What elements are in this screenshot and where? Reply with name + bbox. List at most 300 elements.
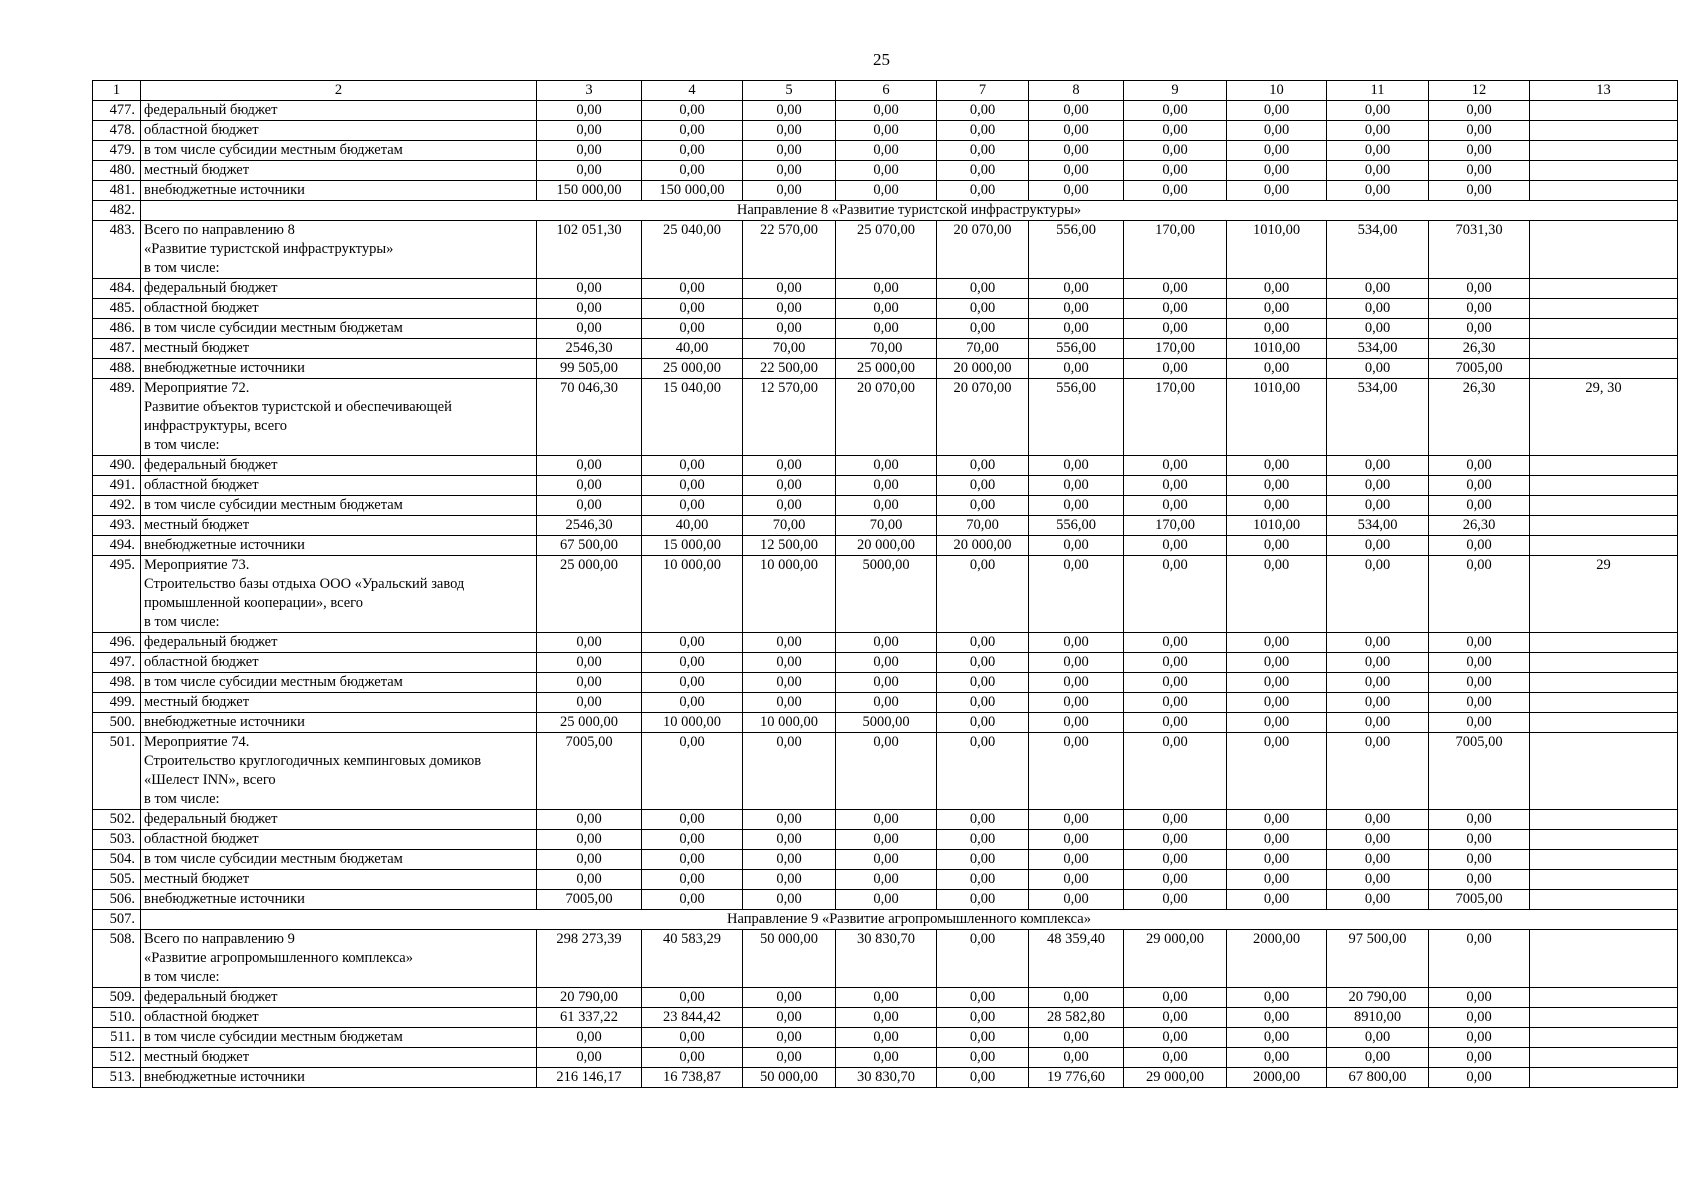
value-cell: 0,00 — [642, 810, 743, 830]
value-cell: 0,00 — [1429, 673, 1530, 693]
value-cell: 0,00 — [937, 733, 1029, 810]
row-number: 496. — [93, 633, 141, 653]
table-row — [93, 456, 1678, 476]
value-cell: 20 790,00 — [537, 988, 642, 1008]
value-cell: 25 000,00 — [537, 556, 642, 633]
table-row — [93, 890, 1678, 910]
value-cell: 0,00 — [1327, 496, 1429, 516]
value-cell: 0,00 — [1124, 633, 1227, 653]
value-cell: 0,00 — [836, 161, 937, 181]
value-cell: 50 000,00 — [743, 930, 836, 988]
column-header: 9 — [1124, 81, 1227, 101]
value-cell: 0,00 — [743, 101, 836, 121]
value-cell: 0,00 — [743, 279, 836, 299]
note-cell — [1530, 299, 1678, 319]
table-row — [93, 693, 1678, 713]
note-cell — [1530, 930, 1678, 988]
value-cell: 0,00 — [1429, 653, 1530, 673]
note-cell — [1530, 456, 1678, 476]
value-cell: 0,00 — [1429, 1008, 1530, 1028]
value-cell: 150 000,00 — [537, 181, 642, 201]
value-cell: 15 000,00 — [642, 536, 743, 556]
section-title: Направление 9 «Развитие агропромышленного комплекса» — [141, 910, 1678, 930]
value-cell: 0,00 — [743, 1008, 836, 1028]
value-cell: 12 570,00 — [743, 379, 836, 456]
value-cell: 0,00 — [743, 733, 836, 810]
table-row — [93, 476, 1678, 496]
table-row — [93, 121, 1678, 141]
value-cell: 10 000,00 — [642, 713, 743, 733]
table-row — [93, 536, 1678, 556]
value-cell: 0,00 — [836, 988, 937, 1008]
value-cell: 534,00 — [1327, 516, 1429, 536]
value-cell: 7005,00 — [537, 733, 642, 810]
value-cell: 0,00 — [537, 121, 642, 141]
value-cell: 0,00 — [1029, 810, 1124, 830]
value-cell: 0,00 — [1029, 556, 1124, 633]
value-cell: 25 000,00 — [537, 713, 642, 733]
value-cell: 0,00 — [537, 693, 642, 713]
column-header: 7 — [937, 81, 1029, 101]
value-cell: 0,00 — [642, 299, 743, 319]
row-number: 503. — [93, 830, 141, 850]
value-cell: 7005,00 — [1429, 733, 1530, 810]
row-number: 491. — [93, 476, 141, 496]
value-cell: 0,00 — [1429, 319, 1530, 339]
value-cell: 0,00 — [1029, 713, 1124, 733]
row-label: в том числе субсидии местным бюджетам — [141, 850, 537, 870]
value-cell: 0,00 — [1327, 653, 1429, 673]
value-cell: 0,00 — [1429, 161, 1530, 181]
row-number: 485. — [93, 299, 141, 319]
value-cell: 0,00 — [642, 653, 743, 673]
value-cell: 99 505,00 — [537, 359, 642, 379]
value-cell: 0,00 — [937, 633, 1029, 653]
value-cell: 0,00 — [1429, 693, 1530, 713]
row-number: 512. — [93, 1048, 141, 1068]
value-cell: 0,00 — [537, 850, 642, 870]
value-cell: 0,00 — [836, 693, 937, 713]
value-cell: 0,00 — [1227, 456, 1327, 476]
value-cell: 0,00 — [537, 1028, 642, 1048]
table-header-row — [93, 81, 1678, 101]
value-cell: 0,00 — [1227, 141, 1327, 161]
value-cell: 0,00 — [1327, 810, 1429, 830]
section-row — [93, 910, 1678, 930]
value-cell: 0,00 — [537, 319, 642, 339]
value-cell: 0,00 — [537, 456, 642, 476]
note-cell — [1530, 830, 1678, 850]
value-cell: 0,00 — [1029, 673, 1124, 693]
value-cell: 0,00 — [1124, 121, 1227, 141]
value-cell: 0,00 — [743, 496, 836, 516]
value-cell: 0,00 — [1029, 161, 1124, 181]
row-number: 490. — [93, 456, 141, 476]
value-cell: 534,00 — [1327, 221, 1429, 279]
note-cell: 29 — [1530, 556, 1678, 633]
note-cell — [1530, 496, 1678, 516]
value-cell: 0,00 — [1029, 653, 1124, 673]
value-cell: 22 500,00 — [743, 359, 836, 379]
value-cell: 0,00 — [1227, 101, 1327, 121]
row-label: в том числе субсидии местным бюджетам — [141, 141, 537, 161]
row-label: внебюджетные источники — [141, 359, 537, 379]
value-cell: 0,00 — [1124, 653, 1227, 673]
section-row — [93, 201, 1678, 221]
table-row — [93, 1048, 1678, 1068]
value-cell: 0,00 — [1124, 319, 1227, 339]
row-label: в том числе субсидии местным бюджетам — [141, 673, 537, 693]
value-cell: 0,00 — [1227, 496, 1327, 516]
table-row — [93, 1008, 1678, 1028]
value-cell: 556,00 — [1029, 339, 1124, 359]
row-label: федеральный бюджет — [141, 456, 537, 476]
value-cell: 10 000,00 — [642, 556, 743, 633]
table-row — [93, 379, 1678, 456]
value-cell: 5000,00 — [836, 556, 937, 633]
row-number: 497. — [93, 653, 141, 673]
value-cell: 7031,30 — [1429, 221, 1530, 279]
value-cell: 0,00 — [1429, 810, 1530, 830]
value-cell: 0,00 — [836, 653, 937, 673]
value-cell: 0,00 — [537, 673, 642, 693]
value-cell: 0,00 — [642, 633, 743, 653]
value-cell: 70,00 — [836, 339, 937, 359]
value-cell: 22 570,00 — [743, 221, 836, 279]
value-cell: 0,00 — [937, 850, 1029, 870]
value-cell: 70,00 — [836, 516, 937, 536]
row-number: 477. — [93, 101, 141, 121]
value-cell: 0,00 — [937, 319, 1029, 339]
value-cell: 0,00 — [1227, 476, 1327, 496]
value-cell: 0,00 — [1227, 536, 1327, 556]
page-number: 25 — [873, 50, 890, 69]
value-cell: 170,00 — [1124, 221, 1227, 279]
column-header: 8 — [1029, 81, 1124, 101]
value-cell: 20 000,00 — [937, 359, 1029, 379]
value-cell: 0,00 — [1029, 693, 1124, 713]
row-number: 511. — [93, 1028, 141, 1048]
value-cell: 0,00 — [1029, 319, 1124, 339]
value-cell: 0,00 — [642, 850, 743, 870]
value-cell: 0,00 — [836, 673, 937, 693]
value-cell: 0,00 — [642, 673, 743, 693]
note-cell — [1530, 161, 1678, 181]
value-cell: 0,00 — [937, 890, 1029, 910]
note-cell — [1530, 810, 1678, 830]
row-number: 513. — [93, 1068, 141, 1088]
value-cell: 0,00 — [937, 299, 1029, 319]
row-label: местный бюджет — [141, 339, 537, 359]
value-cell: 0,00 — [1327, 101, 1429, 121]
value-cell: 0,00 — [836, 1048, 937, 1068]
value-cell: 0,00 — [1124, 476, 1227, 496]
note-cell — [1530, 181, 1678, 201]
value-cell: 0,00 — [1029, 279, 1124, 299]
value-cell: 0,00 — [937, 181, 1029, 201]
value-cell: 10 000,00 — [743, 713, 836, 733]
value-cell: 0,00 — [937, 810, 1029, 830]
value-cell: 0,00 — [537, 101, 642, 121]
value-cell: 26,30 — [1429, 339, 1530, 359]
value-cell: 0,00 — [642, 1028, 743, 1048]
value-cell: 170,00 — [1124, 516, 1227, 536]
value-cell: 0,00 — [743, 141, 836, 161]
value-cell: 61 337,22 — [537, 1008, 642, 1028]
value-cell: 0,00 — [1429, 496, 1530, 516]
row-number: 507. — [93, 910, 141, 930]
value-cell: 0,00 — [1429, 850, 1530, 870]
row-label: областной бюджет — [141, 830, 537, 850]
column-header: 3 — [537, 81, 642, 101]
note-cell — [1530, 221, 1678, 279]
value-cell: 556,00 — [1029, 379, 1124, 456]
value-cell: 16 738,87 — [642, 1068, 743, 1088]
value-cell: 0,00 — [1124, 810, 1227, 830]
value-cell: 0,00 — [937, 476, 1029, 496]
value-cell: 0,00 — [642, 870, 743, 890]
section-title: Направление 8 «Развитие туристской инфраструктуры» — [141, 201, 1678, 221]
value-cell: 0,00 — [1124, 733, 1227, 810]
value-cell: 0,00 — [937, 830, 1029, 850]
value-cell: 0,00 — [642, 141, 743, 161]
value-cell: 0,00 — [1429, 101, 1530, 121]
value-cell: 0,00 — [937, 673, 1029, 693]
note-cell — [1530, 1028, 1678, 1048]
value-cell: 0,00 — [743, 633, 836, 653]
table-row — [93, 496, 1678, 516]
value-cell: 40 583,29 — [642, 930, 743, 988]
note-cell — [1530, 121, 1678, 141]
value-cell: 0,00 — [1327, 359, 1429, 379]
value-cell: 0,00 — [743, 299, 836, 319]
row-label: федеральный бюджет — [141, 101, 537, 121]
value-cell: 0,00 — [1327, 870, 1429, 890]
value-cell: 2000,00 — [1227, 930, 1327, 988]
row-number: 501. — [93, 733, 141, 810]
value-cell: 0,00 — [1029, 890, 1124, 910]
value-cell: 0,00 — [743, 121, 836, 141]
row-label: внебюджетные источники — [141, 1068, 537, 1088]
value-cell: 0,00 — [743, 476, 836, 496]
column-header: 11 — [1327, 81, 1429, 101]
value-cell: 0,00 — [836, 890, 937, 910]
row-number: 493. — [93, 516, 141, 536]
row-number: 486. — [93, 319, 141, 339]
row-number: 499. — [93, 693, 141, 713]
value-cell: 0,00 — [1227, 181, 1327, 201]
value-cell: 0,00 — [1029, 870, 1124, 890]
value-cell: 0,00 — [937, 496, 1029, 516]
table-row — [93, 673, 1678, 693]
value-cell: 0,00 — [1327, 890, 1429, 910]
value-cell: 0,00 — [836, 1028, 937, 1048]
value-cell: 0,00 — [1227, 556, 1327, 633]
value-cell: 0,00 — [1124, 1008, 1227, 1028]
value-cell: 20 070,00 — [937, 221, 1029, 279]
value-cell: 0,00 — [743, 319, 836, 339]
value-cell: 0,00 — [1327, 556, 1429, 633]
value-cell: 0,00 — [743, 850, 836, 870]
note-cell — [1530, 536, 1678, 556]
value-cell: 0,00 — [1327, 673, 1429, 693]
value-cell: 0,00 — [1029, 850, 1124, 870]
value-cell: 0,00 — [1327, 121, 1429, 141]
table-row — [93, 339, 1678, 359]
table-row — [93, 161, 1678, 181]
value-cell: 0,00 — [1429, 536, 1530, 556]
value-cell: 12 500,00 — [743, 536, 836, 556]
row-label: местный бюджет — [141, 693, 537, 713]
value-cell: 0,00 — [642, 456, 743, 476]
row-label: внебюджетные источники — [141, 713, 537, 733]
value-cell: 0,00 — [1429, 456, 1530, 476]
value-cell: 0,00 — [537, 476, 642, 496]
value-cell: 0,00 — [1124, 1028, 1227, 1048]
value-cell: 0,00 — [743, 890, 836, 910]
row-number: 480. — [93, 161, 141, 181]
value-cell: 0,00 — [937, 870, 1029, 890]
value-cell: 0,00 — [642, 121, 743, 141]
table-row — [93, 930, 1678, 988]
table-row — [93, 299, 1678, 319]
value-cell: 0,00 — [1124, 1048, 1227, 1068]
row-number: 506. — [93, 890, 141, 910]
value-cell: 0,00 — [1029, 141, 1124, 161]
value-cell: 0,00 — [1327, 161, 1429, 181]
value-cell: 25 070,00 — [836, 221, 937, 279]
value-cell: 0,00 — [1124, 279, 1227, 299]
table-row — [93, 653, 1678, 673]
value-cell: 0,00 — [937, 713, 1029, 733]
value-cell: 0,00 — [1327, 476, 1429, 496]
value-cell: 20 070,00 — [937, 379, 1029, 456]
value-cell: 70,00 — [743, 516, 836, 536]
row-number: 478. — [93, 121, 141, 141]
value-cell: 534,00 — [1327, 339, 1429, 359]
table-row — [93, 319, 1678, 339]
value-cell: 0,00 — [1227, 121, 1327, 141]
value-cell: 0,00 — [1429, 870, 1530, 890]
value-cell: 0,00 — [1124, 456, 1227, 476]
value-cell: 0,00 — [537, 279, 642, 299]
value-cell: 67 500,00 — [537, 536, 642, 556]
row-label: областной бюджет — [141, 476, 537, 496]
row-number: 484. — [93, 279, 141, 299]
value-cell: 0,00 — [937, 693, 1029, 713]
note-cell — [1530, 141, 1678, 161]
value-cell: 0,00 — [1124, 890, 1227, 910]
value-cell: 0,00 — [1429, 830, 1530, 850]
value-cell: 0,00 — [937, 456, 1029, 476]
row-number: 481. — [93, 181, 141, 201]
value-cell: 0,00 — [1227, 673, 1327, 693]
value-cell: 0,00 — [1124, 988, 1227, 1008]
column-header: 2 — [141, 81, 537, 101]
value-cell: 0,00 — [743, 673, 836, 693]
value-cell: 0,00 — [1429, 1028, 1530, 1048]
note-cell — [1530, 988, 1678, 1008]
value-cell: 0,00 — [1429, 556, 1530, 633]
value-cell: 0,00 — [836, 496, 937, 516]
value-cell: 0,00 — [537, 810, 642, 830]
note-cell — [1530, 733, 1678, 810]
value-cell: 0,00 — [1029, 359, 1124, 379]
table-row — [93, 850, 1678, 870]
value-cell: 0,00 — [1429, 1068, 1530, 1088]
value-cell: 25 040,00 — [642, 221, 743, 279]
row-label: областной бюджет — [141, 653, 537, 673]
table-row — [93, 633, 1678, 653]
value-cell: 29 000,00 — [1124, 930, 1227, 988]
value-cell: 0,00 — [1124, 870, 1227, 890]
row-number: 492. — [93, 496, 141, 516]
value-cell: 0,00 — [836, 1008, 937, 1028]
value-cell: 0,00 — [1227, 359, 1327, 379]
row-number: 509. — [93, 988, 141, 1008]
value-cell: 0,00 — [642, 890, 743, 910]
value-cell: 0,00 — [642, 319, 743, 339]
column-header: 1 — [93, 81, 141, 101]
table-row — [93, 870, 1678, 890]
value-cell: 0,00 — [937, 161, 1029, 181]
row-number: 483. — [93, 221, 141, 279]
value-cell: 298 273,39 — [537, 930, 642, 988]
value-cell: 0,00 — [1029, 101, 1124, 121]
row-number: 494. — [93, 536, 141, 556]
value-cell: 0,00 — [1124, 673, 1227, 693]
value-cell: 0,00 — [1327, 181, 1429, 201]
row-label: Мероприятие 74. Строительство круглогодичных кемпинговых домиков «Шелест INN», всего в том числе: — [141, 733, 537, 810]
value-cell: 0,00 — [1227, 1028, 1327, 1048]
column-header: 10 — [1227, 81, 1327, 101]
value-cell: 0,00 — [836, 101, 937, 121]
value-cell: 0,00 — [537, 299, 642, 319]
value-cell: 0,00 — [937, 1068, 1029, 1088]
value-cell: 0,00 — [642, 496, 743, 516]
value-cell: 29 000,00 — [1124, 1068, 1227, 1088]
table-body — [93, 101, 1678, 1088]
table-row — [93, 1068, 1678, 1088]
value-cell: 0,00 — [1429, 279, 1530, 299]
value-cell: 0,00 — [1227, 693, 1327, 713]
value-cell: 0,00 — [1124, 713, 1227, 733]
column-header: 6 — [836, 81, 937, 101]
value-cell: 2546,30 — [537, 339, 642, 359]
value-cell: 0,00 — [537, 653, 642, 673]
value-cell: 0,00 — [836, 870, 937, 890]
row-label: областной бюджет — [141, 1008, 537, 1028]
value-cell: 25 000,00 — [642, 359, 743, 379]
value-cell: 97 500,00 — [1327, 930, 1429, 988]
value-cell: 0,00 — [1029, 988, 1124, 1008]
value-cell: 0,00 — [1227, 279, 1327, 299]
value-cell: 0,00 — [1124, 556, 1227, 633]
value-cell: 0,00 — [537, 496, 642, 516]
value-cell: 0,00 — [743, 456, 836, 476]
note-cell — [1530, 101, 1678, 121]
value-cell: 0,00 — [1227, 161, 1327, 181]
value-cell: 0,00 — [537, 161, 642, 181]
table-row — [93, 1028, 1678, 1048]
value-cell: 0,00 — [836, 476, 937, 496]
row-label: в том числе субсидии местным бюджетам — [141, 319, 537, 339]
value-cell: 0,00 — [836, 830, 937, 850]
value-cell: 0,00 — [1124, 536, 1227, 556]
value-cell: 216 146,17 — [537, 1068, 642, 1088]
table-row — [93, 733, 1678, 810]
value-cell: 1010,00 — [1227, 516, 1327, 536]
